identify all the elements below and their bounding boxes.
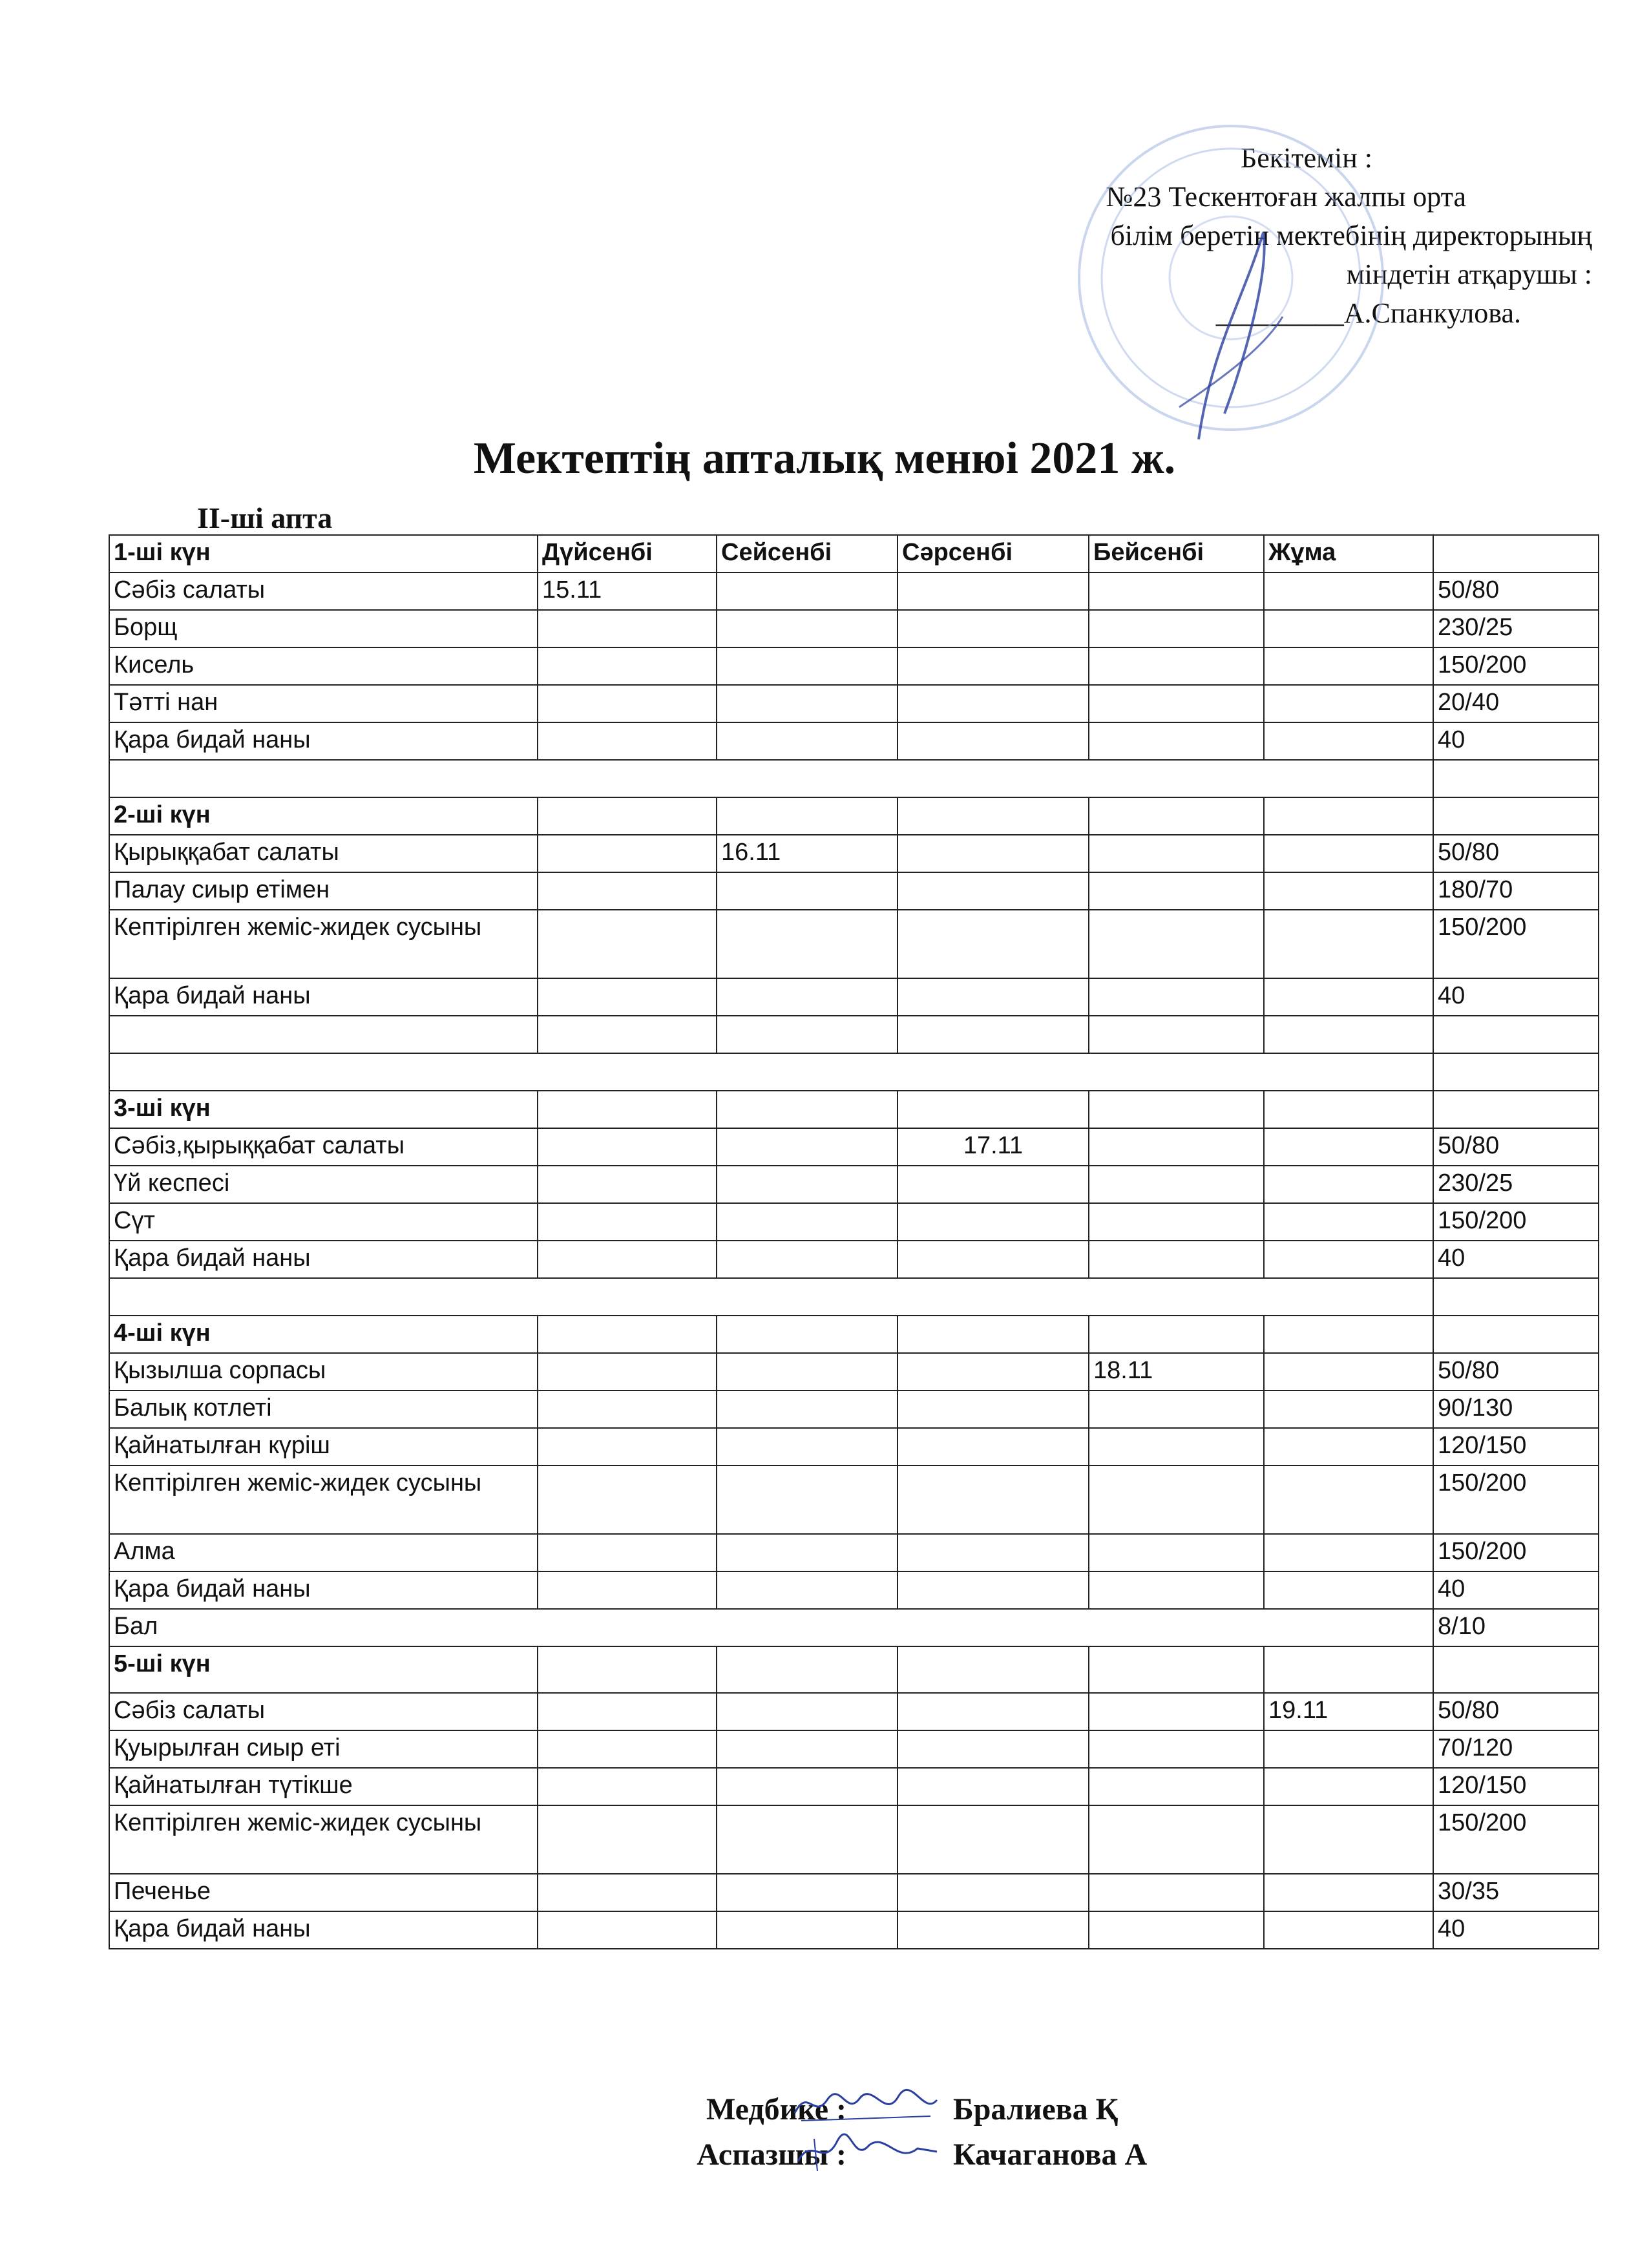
empty-cell — [538, 1316, 717, 1353]
date-cell — [717, 1465, 898, 1534]
date-cell — [1264, 910, 1433, 978]
table-row — [109, 1391, 1599, 1428]
date-cell — [1264, 1016, 1433, 1053]
date-cell — [1264, 872, 1433, 910]
dish-name-cell: Балық котлеті — [109, 1391, 538, 1428]
dish-name-cell: Алма — [109, 1534, 538, 1571]
dish-name-cell: Үй кеспесі — [109, 1166, 538, 1203]
menu-table-body — [109, 535, 1599, 1949]
dish-name-cell: Қара бидай наны — [109, 1571, 538, 1609]
cook-signature — [788, 2126, 943, 2178]
dish-name-cell: Сәбіз салаты — [109, 1693, 538, 1730]
table-row — [109, 1609, 1599, 1646]
date-cell — [1264, 572, 1433, 610]
dish-name-cell: Палау сиыр етімен — [109, 872, 538, 910]
dish-name-cell: Кептірілген жеміс-жидек сусыны — [109, 910, 538, 978]
portion-cell: 150/200 — [1433, 647, 1599, 685]
dish-name-cell: Бал — [109, 1609, 1433, 1646]
portion-cell: 40 — [1433, 1241, 1599, 1278]
date-cell — [538, 1241, 717, 1278]
date-cell: 16.11 — [717, 835, 898, 872]
portion-cell: 50/80 — [1433, 835, 1599, 872]
date-cell — [717, 722, 898, 760]
date-cell — [1089, 1166, 1264, 1203]
date-cell — [538, 610, 717, 647]
empty-cell — [717, 1646, 898, 1693]
portion-cell: 230/25 — [1433, 610, 1599, 647]
date-cell — [898, 1693, 1089, 1730]
dish-name-cell: Сәбіз,қырыққабат салаты — [109, 1128, 538, 1166]
date-cell — [1264, 1128, 1433, 1166]
table-row — [109, 1911, 1599, 1949]
header-cell-wednesday: Сәрсенбі — [898, 535, 1089, 572]
table-row — [109, 1874, 1599, 1911]
dish-name-cell: Қара бидай наны — [109, 1911, 538, 1949]
date-cell — [538, 835, 717, 872]
portion-cell: 8/10 — [1433, 1609, 1599, 1646]
date-cell — [1089, 685, 1264, 722]
empty-cell — [1433, 797, 1599, 835]
date-cell — [1264, 685, 1433, 722]
date-cell — [538, 1571, 717, 1609]
portion-cell — [1433, 1016, 1599, 1053]
table-row — [109, 1534, 1599, 1571]
table-row — [109, 978, 1599, 1016]
date-cell — [898, 722, 1089, 760]
date-cell — [717, 1166, 898, 1203]
empty-cell — [717, 1316, 898, 1353]
date-cell — [1264, 835, 1433, 872]
date-cell: 17.11 — [898, 1128, 1089, 1166]
signature-block — [594, 2087, 1338, 2178]
empty-cell — [898, 1646, 1089, 1693]
approval-line-2: №23 Тескентоған жалпы орта — [1106, 181, 1466, 213]
date-cell — [1264, 1730, 1433, 1768]
date-cell — [1089, 647, 1264, 685]
date-cell: 19.11 — [1264, 1693, 1433, 1730]
blank-cell — [1433, 1053, 1599, 1091]
empty-cell — [1089, 1646, 1264, 1693]
nurse-signature — [788, 2081, 943, 2132]
day-label-cell: 2-ші күн — [109, 797, 538, 835]
header-cell-tuesday: Сейсенбі — [717, 535, 898, 572]
table-row — [109, 610, 1599, 647]
table-row — [109, 1016, 1599, 1053]
dish-name-cell: Борщ — [109, 610, 538, 647]
date-cell — [898, 572, 1089, 610]
portion-cell: 40 — [1433, 1571, 1599, 1609]
table-row — [109, 910, 1599, 978]
date-cell — [538, 1353, 717, 1391]
date-cell — [1089, 1571, 1264, 1609]
date-cell — [898, 1016, 1089, 1053]
date-cell — [1089, 1016, 1264, 1053]
approval-line-1: Бекітемін : — [1241, 142, 1372, 174]
date-cell — [898, 835, 1089, 872]
table-row — [109, 835, 1599, 872]
date-cell — [1089, 1391, 1264, 1428]
date-cell — [538, 872, 717, 910]
date-cell — [1089, 1203, 1264, 1241]
table-row — [109, 722, 1599, 760]
date-cell — [1089, 1768, 1264, 1805]
date-cell — [898, 1911, 1089, 1949]
date-cell — [538, 1534, 717, 1571]
header-cell-friday: Жұма — [1264, 535, 1433, 572]
menu-table — [109, 534, 1599, 1949]
empty-cell — [538, 1646, 717, 1693]
empty-cell — [1264, 1316, 1433, 1353]
date-cell — [717, 1203, 898, 1241]
date-cell — [1264, 1768, 1433, 1805]
day-label-cell: 3-ші күн — [109, 1091, 538, 1128]
dish-name-cell: Қайнатылған күріш — [109, 1428, 538, 1465]
date-cell — [898, 1465, 1089, 1534]
date-cell — [717, 1428, 898, 1465]
date-cell — [898, 978, 1089, 1016]
empty-cell — [1433, 1646, 1599, 1693]
date-cell — [1089, 1730, 1264, 1768]
date-cell — [898, 1730, 1089, 1768]
dish-name-cell: Кептірілген жеміс-жидек сусыны — [109, 1465, 538, 1534]
date-cell — [898, 1241, 1089, 1278]
date-cell — [1089, 835, 1264, 872]
empty-cell — [717, 1091, 898, 1128]
date-cell — [1264, 722, 1433, 760]
portion-cell: 230/25 — [1433, 1166, 1599, 1203]
empty-cell — [538, 797, 717, 835]
table-row — [109, 1571, 1599, 1609]
date-cell — [1264, 1241, 1433, 1278]
portion-cell: 40 — [1433, 978, 1599, 1016]
nurse-label: Медбике : — [706, 2092, 846, 2126]
dish-name-cell: Тәтті нан — [109, 685, 538, 722]
date-cell — [898, 647, 1089, 685]
date-cell — [717, 872, 898, 910]
table-row — [109, 1428, 1599, 1465]
date-cell — [538, 1391, 717, 1428]
date-cell — [898, 1805, 1089, 1874]
header-cell-thursday: Бейсенбі — [1089, 535, 1264, 572]
week-label: ІІ-ші апта — [197, 501, 333, 534]
nurse-signature-row — [594, 2087, 1338, 2132]
table-row — [109, 1316, 1599, 1353]
table-row — [109, 572, 1599, 610]
empty-cell — [898, 797, 1089, 835]
date-cell — [717, 1534, 898, 1571]
date-cell — [717, 647, 898, 685]
dish-name-cell: Қара бидай наны — [109, 1241, 538, 1278]
empty-cell — [1264, 1646, 1433, 1693]
approval-line-4: міндетін атқарушы : — [1346, 258, 1592, 290]
date-cell — [538, 1465, 717, 1534]
date-cell — [898, 1874, 1089, 1911]
date-cell — [1264, 978, 1433, 1016]
date-cell — [898, 1166, 1089, 1203]
portion-cell: 120/150 — [1433, 1428, 1599, 1465]
dish-name-cell: Кептірілген жеміс-жидек сусыны — [109, 1805, 538, 1874]
portion-cell: 50/80 — [1433, 1128, 1599, 1166]
table-row — [109, 1241, 1599, 1278]
date-cell — [1264, 1534, 1433, 1571]
date-cell — [898, 872, 1089, 910]
table-row — [109, 1353, 1599, 1391]
date-cell — [717, 610, 898, 647]
portion-cell: 50/80 — [1433, 1693, 1599, 1730]
date-cell — [1264, 1428, 1433, 1465]
date-cell — [1264, 1571, 1433, 1609]
date-cell — [717, 1805, 898, 1874]
date-cell — [898, 1391, 1089, 1428]
portion-cell: 50/80 — [1433, 572, 1599, 610]
date-cell — [1089, 1805, 1264, 1874]
dish-name-cell: Қызылша сорпасы — [109, 1353, 538, 1391]
portion-cell: 150/200 — [1433, 1465, 1599, 1534]
date-cell — [717, 910, 898, 978]
table-header-row — [109, 535, 1599, 572]
portion-cell: 40 — [1433, 1911, 1599, 1949]
table-row — [109, 1053, 1599, 1091]
dish-name-cell: Печенье — [109, 1874, 538, 1911]
date-cell — [898, 1353, 1089, 1391]
empty-cell — [1433, 1091, 1599, 1128]
date-cell — [1089, 978, 1264, 1016]
date-cell — [1264, 647, 1433, 685]
date-cell — [717, 1768, 898, 1805]
table-row — [109, 685, 1599, 722]
table-row — [109, 872, 1599, 910]
approval-line-5: _________А.Спанкулова. — [1215, 297, 1521, 329]
date-cell — [1089, 1128, 1264, 1166]
date-cell — [898, 1534, 1089, 1571]
date-cell — [898, 910, 1089, 978]
portion-cell: 40 — [1433, 722, 1599, 760]
dish-name-cell: Қуырылған сиыр еті — [109, 1730, 538, 1768]
date-cell — [717, 1128, 898, 1166]
approval-block — [881, 139, 1592, 333]
date-cell — [538, 1428, 717, 1465]
empty-cell — [898, 1091, 1089, 1128]
date-cell — [1264, 1203, 1433, 1241]
portion-cell: 150/200 — [1433, 1534, 1599, 1571]
date-cell — [1089, 610, 1264, 647]
table-row — [109, 647, 1599, 685]
date-cell — [717, 1241, 898, 1278]
date-cell — [1089, 1874, 1264, 1911]
blank-cell — [109, 1053, 1433, 1091]
date-cell — [1089, 1428, 1264, 1465]
empty-cell — [1089, 1091, 1264, 1128]
date-cell — [538, 1166, 717, 1203]
header-cell-portion — [1433, 535, 1599, 572]
blank-cell — [109, 1278, 1433, 1316]
portion-cell: 50/80 — [1433, 1353, 1599, 1391]
table-row — [109, 1646, 1599, 1693]
dish-name-cell: Қара бидай наны — [109, 722, 538, 760]
date-cell — [538, 1693, 717, 1730]
date-cell — [717, 1911, 898, 1949]
date-cell — [538, 1016, 717, 1053]
table-row — [109, 1805, 1599, 1874]
dish-name-cell: Кисель — [109, 647, 538, 685]
table-row — [109, 1166, 1599, 1203]
empty-cell — [538, 1091, 717, 1128]
dish-name-cell — [109, 1016, 538, 1053]
dish-name-cell: Қырыққабат салаты — [109, 835, 538, 872]
date-cell — [1089, 910, 1264, 978]
portion-cell: 90/130 — [1433, 1391, 1599, 1428]
date-cell — [717, 572, 898, 610]
date-cell — [898, 1571, 1089, 1609]
date-cell — [717, 1353, 898, 1391]
date-cell — [898, 685, 1089, 722]
date-cell — [717, 1571, 898, 1609]
date-cell: 15.11 — [538, 572, 717, 610]
portion-cell: 150/200 — [1433, 1203, 1599, 1241]
date-cell — [1264, 1465, 1433, 1534]
date-cell — [1264, 1911, 1433, 1949]
date-cell — [538, 910, 717, 978]
portion-cell: 150/200 — [1433, 1805, 1599, 1874]
table-row — [109, 1465, 1599, 1534]
date-cell — [538, 1128, 717, 1166]
date-cell — [1264, 1391, 1433, 1428]
date-cell — [1089, 1693, 1264, 1730]
blank-cell — [109, 760, 1433, 797]
date-cell — [538, 1203, 717, 1241]
date-cell — [1264, 610, 1433, 647]
empty-cell — [898, 1316, 1089, 1353]
empty-cell — [1264, 1091, 1433, 1128]
date-cell — [898, 1203, 1089, 1241]
date-cell — [538, 1805, 717, 1874]
date-cell — [717, 1016, 898, 1053]
portion-cell: 150/200 — [1433, 910, 1599, 978]
date-cell — [1089, 1534, 1264, 1571]
date-cell — [898, 1428, 1089, 1465]
portion-cell: 30/35 — [1433, 1874, 1599, 1911]
date-cell — [717, 1391, 898, 1428]
empty-cell — [1433, 1316, 1599, 1353]
table-row — [109, 797, 1599, 835]
date-cell — [1089, 572, 1264, 610]
date-cell — [538, 1911, 717, 1949]
date-cell — [538, 685, 717, 722]
date-cell — [1264, 1353, 1433, 1391]
date-cell — [717, 978, 898, 1016]
empty-cell — [1089, 1316, 1264, 1353]
cook-name: Качаганова А — [953, 2137, 1148, 2172]
page-title: Мектептің апталық менюі 2021 ж. — [473, 434, 1176, 483]
table-row — [109, 1693, 1599, 1730]
date-cell — [538, 978, 717, 1016]
cook-signature-row — [594, 2132, 1338, 2178]
dish-name-cell: Қайнатылған түтікше — [109, 1768, 538, 1805]
date-cell — [1089, 722, 1264, 760]
table-row — [109, 1730, 1599, 1768]
date-cell — [1089, 1241, 1264, 1278]
date-cell — [1089, 1911, 1264, 1949]
cook-label: Аспазшы : — [697, 2137, 846, 2172]
header-cell-monday: Дүйсенбі — [538, 535, 717, 572]
table-row — [109, 1278, 1599, 1316]
dish-name-cell: Сәбіз салаты — [109, 572, 538, 610]
date-cell — [898, 1768, 1089, 1805]
date-cell — [538, 1768, 717, 1805]
empty-cell — [1264, 797, 1433, 835]
date-cell — [538, 1730, 717, 1768]
blank-cell — [1433, 1278, 1599, 1316]
date-cell — [1264, 1874, 1433, 1911]
date-cell — [717, 685, 898, 722]
date-cell — [717, 1730, 898, 1768]
date-cell — [1089, 872, 1264, 910]
empty-cell — [717, 797, 898, 835]
date-cell: 18.11 — [1089, 1353, 1264, 1391]
portion-cell: 120/150 — [1433, 1768, 1599, 1805]
empty-cell — [1089, 797, 1264, 835]
table-row — [109, 760, 1599, 797]
header-cell-day: 1-ші күн — [109, 535, 538, 572]
date-cell — [717, 1693, 898, 1730]
day-label-cell: 5-ші күн — [109, 1646, 538, 1693]
blank-cell — [1433, 760, 1599, 797]
table-row — [109, 1768, 1599, 1805]
date-cell — [538, 722, 717, 760]
nurse-name: Бралиева Қ — [953, 2092, 1119, 2126]
date-cell — [1264, 1805, 1433, 1874]
table-row — [109, 1203, 1599, 1241]
date-cell — [1264, 1166, 1433, 1203]
day-label-cell: 4-ші күн — [109, 1316, 538, 1353]
portion-cell: 180/70 — [1433, 872, 1599, 910]
table-row — [109, 1128, 1599, 1166]
dish-name-cell: Сүт — [109, 1203, 538, 1241]
dish-name-cell: Қара бидай наны — [109, 978, 538, 1016]
table-row — [109, 1091, 1599, 1128]
date-cell — [538, 1874, 717, 1911]
portion-cell: 70/120 — [1433, 1730, 1599, 1768]
date-cell — [898, 610, 1089, 647]
portion-cell: 20/40 — [1433, 685, 1599, 722]
date-cell — [717, 1874, 898, 1911]
date-cell — [538, 647, 717, 685]
date-cell — [1089, 1465, 1264, 1534]
approval-line-3: білім беретін мектебінің директорының — [1110, 220, 1592, 251]
